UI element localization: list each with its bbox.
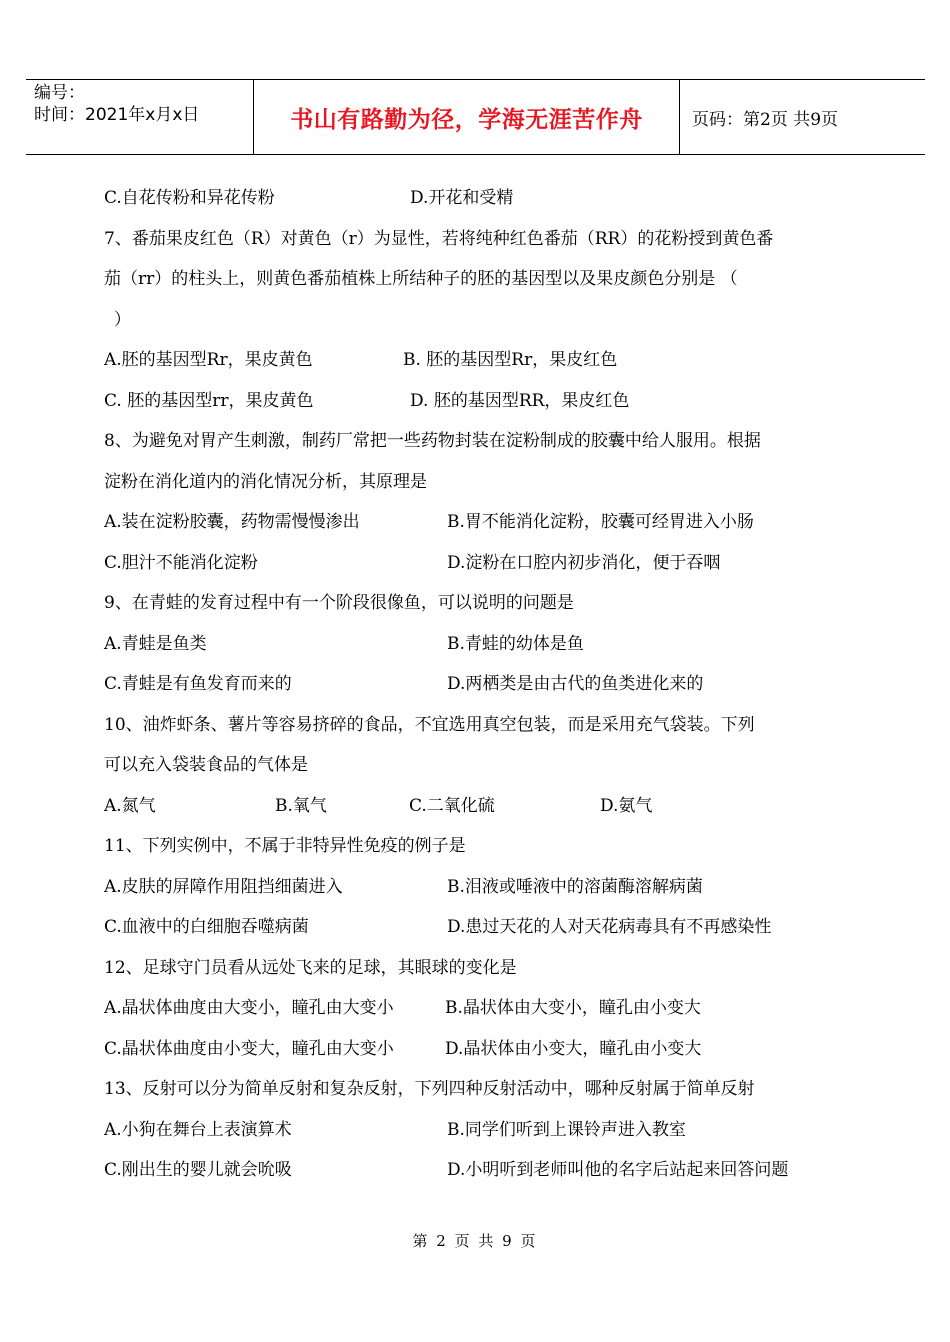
question-10-line-2: 可以充入袋装食品的气体是 — [104, 755, 308, 775]
option-d: D.小明听到老师叫他的名字后站起来回答问题 — [447, 1160, 789, 1180]
option-row — [104, 543, 864, 584]
option-c: C.晶状体曲度由小变大，瞳孔由大变小 — [104, 1038, 394, 1059]
option-row — [104, 907, 864, 948]
option-b: B.同学们听到上课铃声进入教室 — [447, 1119, 686, 1140]
option-row — [104, 1150, 864, 1191]
option-c: C.血液中的白细胞吞噬病菌 — [104, 917, 309, 937]
option-a: A.胚的基因型Rr，果皮黄色 — [104, 350, 313, 370]
option-row — [104, 1110, 864, 1151]
question-9-line-1: 9、在青蛙的发育过程中有一个阶段很像鱼，可以说明的问题是 — [104, 593, 574, 613]
serial-label: 编号： — [34, 83, 85, 103]
option-d: D.晶状体由小变大，瞳孔由小变大 — [445, 1038, 702, 1059]
option-b: B.青蛙的幼体是鱼 — [447, 633, 584, 654]
option-row — [104, 867, 864, 908]
option-a: A.氮气 — [104, 795, 156, 816]
option-d: D.氨气 — [600, 795, 653, 816]
motto-text: 书山有路勤为径，学海无涯苦作舟 — [290, 106, 643, 133]
question-7-line-3: ） — [114, 309, 131, 330]
option-row — [104, 178, 864, 219]
page-header — [26, 79, 925, 155]
option-row — [104, 340, 864, 381]
question-8-line-1: 8、为避免对胃产生刺激，制药厂常把一些药物封装在淀粉制成的胶囊中给人服用。根据 — [104, 431, 761, 451]
time-label: 时间：2021年x月x日 — [34, 105, 200, 125]
option-c: C.刚出生的婴儿就会吮吸 — [104, 1160, 292, 1180]
header-page-info — [680, 80, 925, 154]
option-b: B.胃不能消化淀粉，胶囊可经胃进入小肠 — [447, 512, 754, 532]
option-a: A.装在淀粉胶囊，药物需慢慢渗出 — [104, 512, 360, 532]
option-d: D.淀粉在口腔内初步消化，便于吞咽 — [447, 552, 721, 573]
footer-page-number: 第 2 页 共 9 页 — [412, 1232, 538, 1250]
option-c: C.青蛙是有鱼发育而来的 — [104, 674, 292, 694]
option-a: A.小狗在舞台上表演算术 — [104, 1119, 292, 1140]
page-footer — [0, 1230, 950, 1251]
question-10-line-1: 10、油炸虾条、薯片等容易挤碎的食品，不宜选用真空包装，而是采用充气袋装。下列 — [104, 714, 755, 735]
option-d: D.开花和受精 — [410, 188, 514, 208]
option-b: B.泪液或唾液中的溶菌酶溶解病菌 — [447, 876, 703, 897]
option-row — [104, 502, 864, 543]
option-b: B.晶状体由大变小，瞳孔由小变大 — [445, 998, 701, 1018]
question-11-line-1: 11、下列实例中，不属于非特异性免疫的例子是 — [104, 836, 466, 856]
question-content — [104, 178, 864, 1191]
option-c: C.二氧化硫 — [409, 795, 495, 816]
option-a: A.青蛙是鱼类 — [104, 633, 207, 654]
option-a: A.皮肤的屏障作用阻挡细菌进入 — [104, 876, 343, 897]
option-row — [104, 786, 864, 827]
option-d: D.患过天花的人对天花病毒具有不再感染性 — [447, 917, 772, 937]
header-meta — [26, 80, 254, 154]
option-row — [104, 381, 864, 422]
option-b: B. 胚的基因型Rr，果皮红色 — [403, 350, 618, 370]
option-b: B.氧气 — [275, 795, 327, 816]
question-13-line-1: 13、反射可以分为简单反射和复杂反射，下列四种反射活动中，哪种反射属于简单反射 — [104, 1079, 755, 1099]
header-motto — [254, 80, 680, 154]
option-c: C.自花传粉和异花传粉 — [104, 188, 275, 208]
page-info-text: 页码：第2页 共9页 — [692, 109, 839, 130]
question-8-line-2: 淀粉在消化道内的消化情况分析，其原理是 — [104, 471, 427, 492]
question-7-line-1: 7、番茄果皮红色（R）对黄色（r）为显性，若将纯种红色番茄（RR）的花粉授到黄色番 — [104, 228, 774, 249]
option-row — [104, 664, 864, 705]
question-7-line-2: 茄（rr）的柱头上，则黄色番茄植株上所结种子的胚的基因型以及果皮颜色分别是 （ — [104, 269, 738, 289]
option-d: D.两栖类是由古代的鱼类进化来的 — [447, 674, 704, 694]
question-12-line-1: 12、足球守门员看从远处飞来的足球，其眼球的变化是 — [104, 957, 517, 978]
option-row — [104, 988, 864, 1029]
option-row — [104, 624, 864, 665]
option-a: A.晶状体曲度由大变小，瞳孔由大变小 — [104, 998, 394, 1018]
option-c: C.胆汁不能消化淀粉 — [104, 552, 258, 573]
option-d: D. 胚的基因型RR，果皮红色 — [410, 390, 630, 411]
option-c: C. 胚的基因型rr，果皮黄色 — [104, 390, 314, 411]
option-row — [104, 1029, 864, 1070]
